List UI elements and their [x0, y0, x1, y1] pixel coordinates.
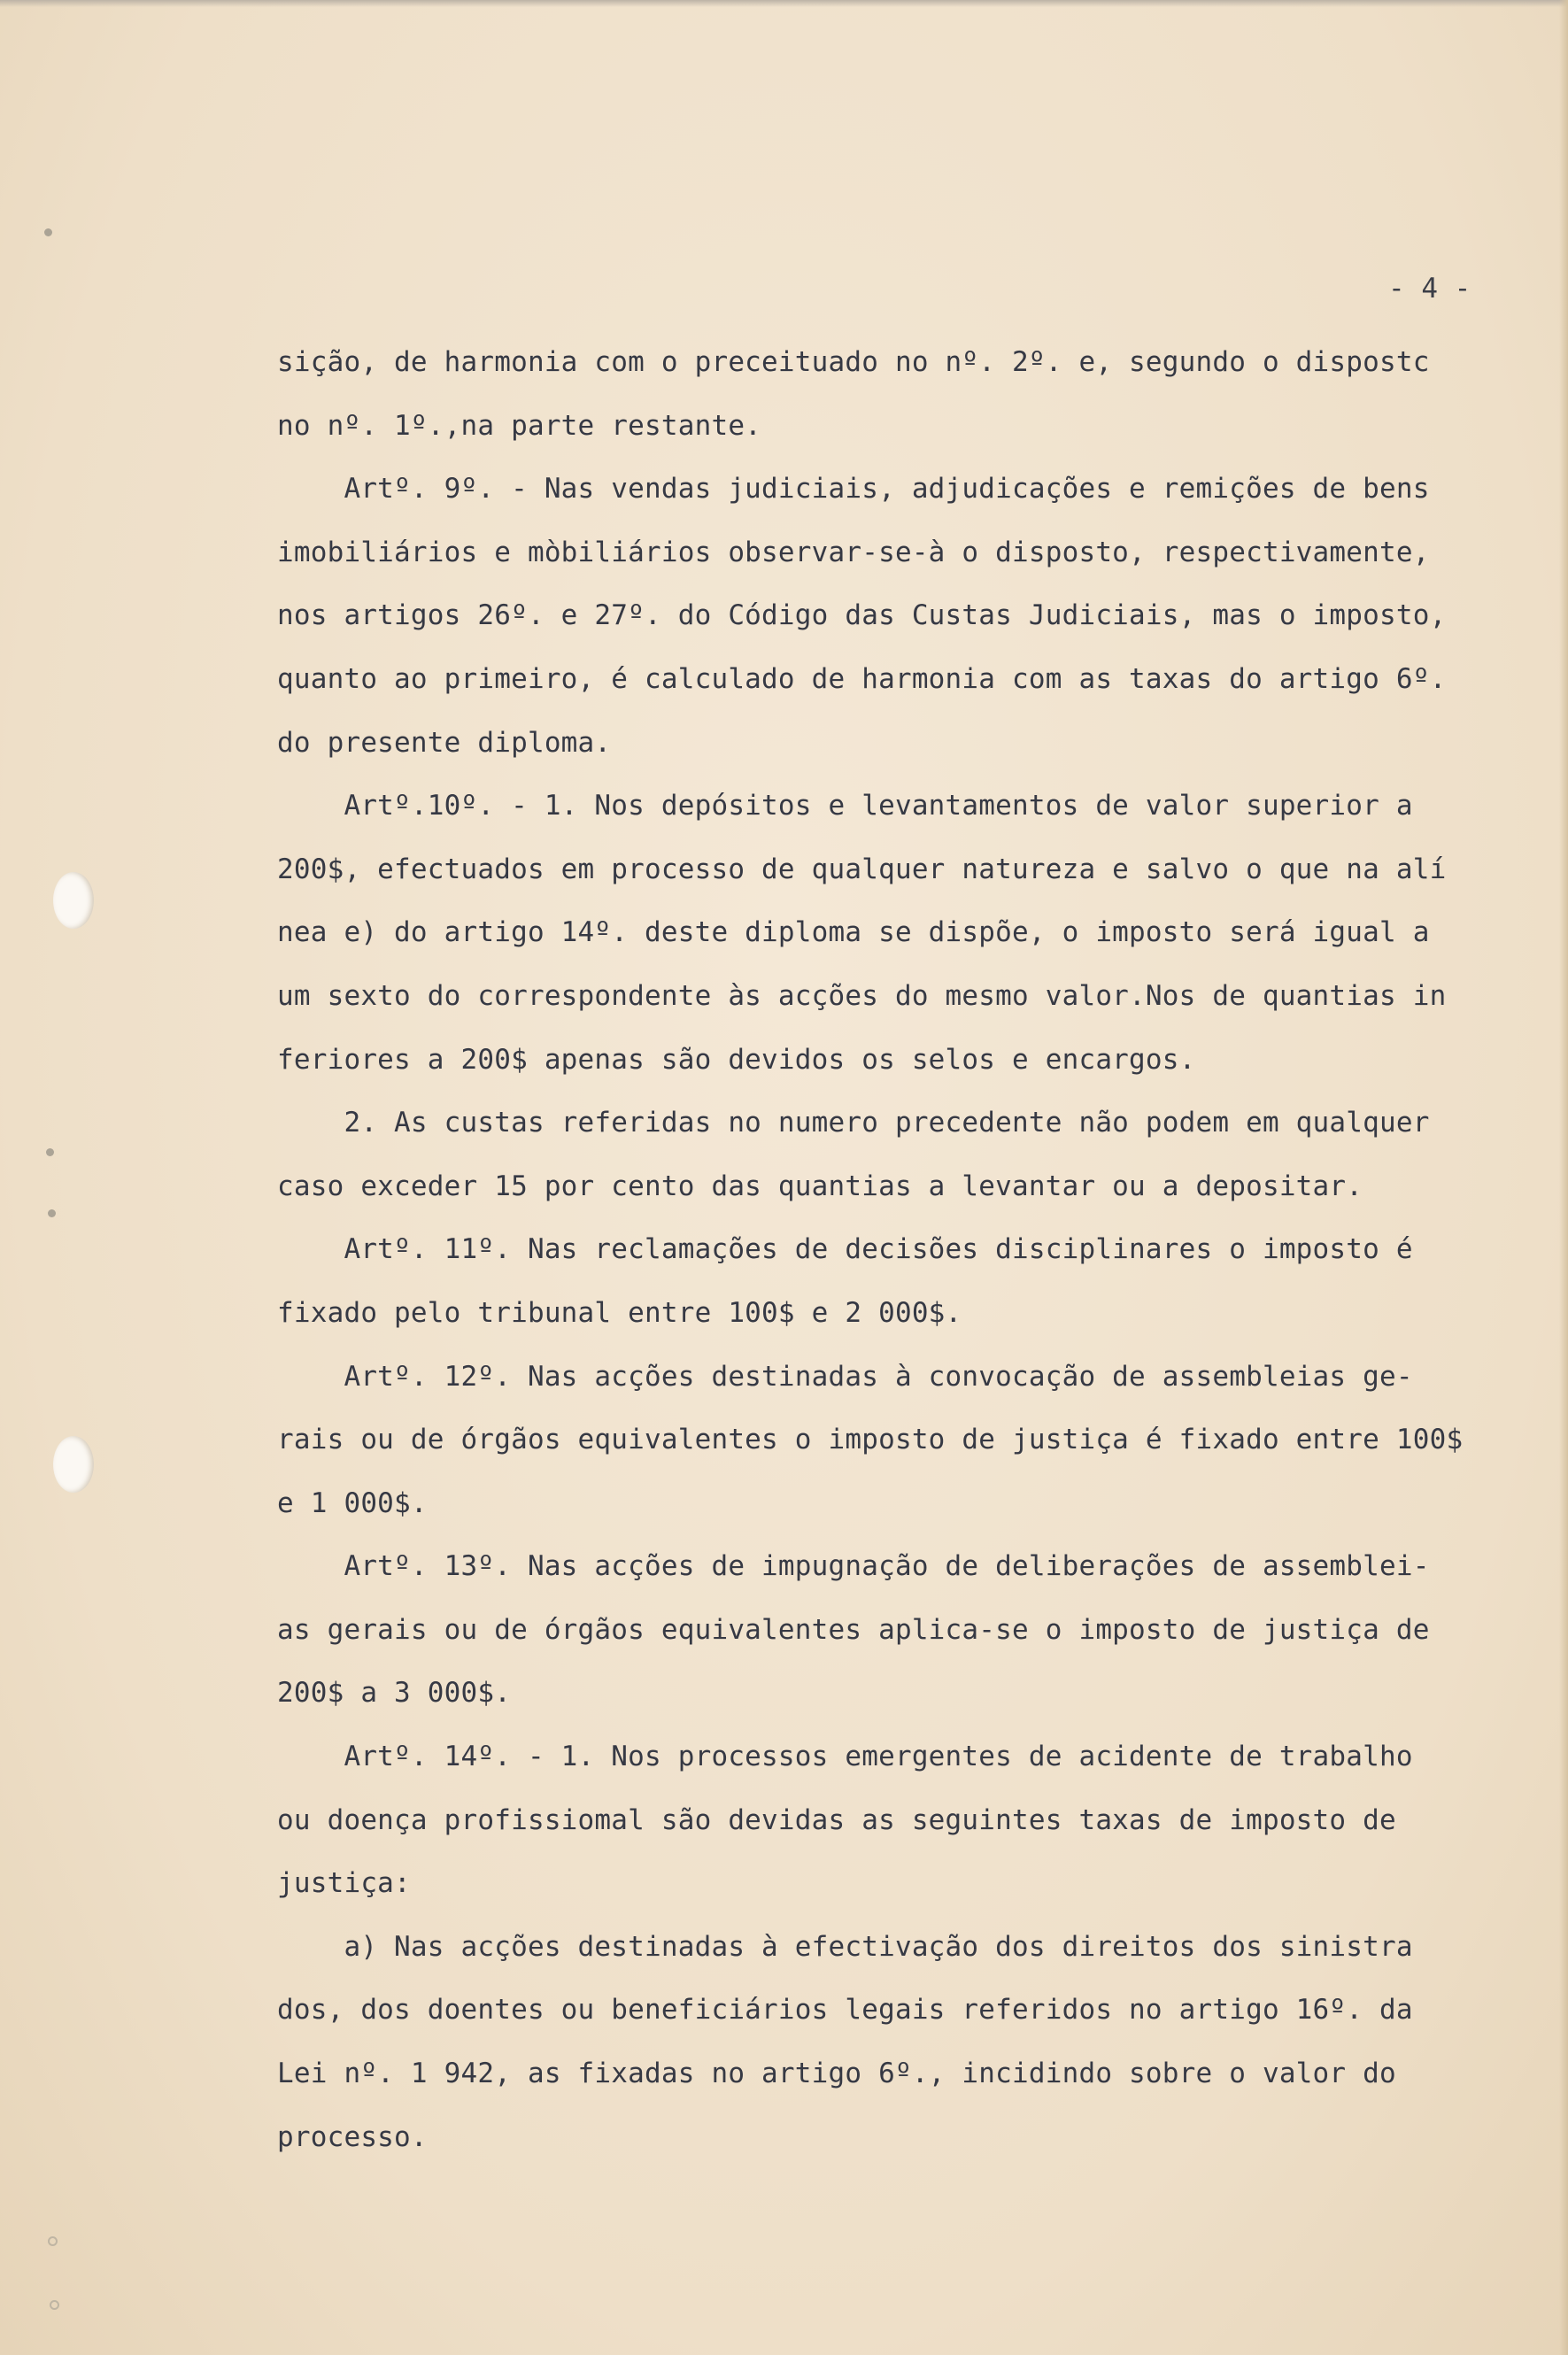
- text-line: justiça:: [277, 1867, 411, 1900]
- text-line: Artº. 14º. - 1. Nos processos emergentes de acidente de trabalho: [277, 1741, 1413, 1773]
- paper-top-edge: [0, 0, 1568, 7]
- text-line: quanto ao primeiro, é calculado de harmonia com as taxas do artigo 6º.: [277, 662, 1447, 695]
- text-line: no nº. 1º.,na parte restante.: [277, 409, 762, 442]
- paper-speck: [44, 228, 52, 236]
- text-line: as gerais ou de órgãos equivalentes aplica-se o imposto de justiça de: [277, 1613, 1430, 1646]
- text-line: Artº.10º. - 1. Nos depósitos e levantamentos de valor superior a: [277, 790, 1413, 822]
- text-line: e 1 000$.: [277, 1486, 428, 1519]
- paper-right-edge: [1559, 0, 1568, 2355]
- page-number: - 4 -: [1388, 273, 1471, 305]
- text-line: caso exceder 15 por cento das quantias a levantar ou a depositar.: [277, 1170, 1363, 1202]
- punch-hole-lower: [53, 1436, 94, 1493]
- text-line: 2. As custas referidas no numero precedente não podem em qualquer: [277, 1107, 1430, 1139]
- text-line: processo.: [277, 2120, 428, 2153]
- paper-speck: [48, 2236, 58, 2246]
- text-line: sição, de harmonia com o preceituado no nº. 2º. e, segundo o dispostc: [277, 346, 1430, 378]
- text-line: um sexto do correspondente às acções do mesmo valor.Nos de quantias in: [277, 979, 1447, 1012]
- paper-speck: [46, 1148, 54, 1156]
- punch-hole-upper: [53, 872, 94, 929]
- text-line: feriores a 200$ apenas são devidos os selos e encargos.: [277, 1043, 1196, 1076]
- text-line: nos artigos 26º. e 27º. do Código das Custas Judiciais, mas o imposto,: [277, 599, 1447, 632]
- text-line: a) Nas acções destinadas à efectivação dos direitos dos sinistra: [277, 1930, 1413, 1963]
- text-line: imobiliários e mòbiliários observar-se-à o disposto, respectivamente,: [277, 536, 1430, 568]
- text-line: Artº. 13º. Nas acções de impugnação de deliberações de assemblei-: [277, 1550, 1430, 1583]
- text-line: Artº. 12º. Nas acções destinadas à convocação de assembleias ge-: [277, 1360, 1413, 1393]
- text-line: fixado pelo tribunal entre 100$ e 2 000$.: [277, 1296, 962, 1329]
- text-line: 200$ a 3 000$.: [277, 1677, 512, 1710]
- text-line: nea e) do artigo 14º. deste diploma se dispõe, o imposto será igual a: [277, 916, 1430, 949]
- paper-speck: [48, 1209, 56, 1217]
- text-line: Artº. 11º. Nas reclamações de decisões disciplinares o imposto é: [277, 1233, 1413, 1266]
- text-line: dos, dos doentes ou beneficiários legais referidos no artigo 16º. da: [277, 1994, 1413, 2027]
- text-line: do presente diploma.: [277, 726, 612, 759]
- paper-speck: [50, 2300, 59, 2310]
- text-line: rais ou de órgãos equivalentes o imposto de justiça é fixado entre 100$: [277, 1424, 1464, 1456]
- text-line: ou doença profissiomal são devidas as seguintes taxas de imposto de: [277, 1803, 1396, 1836]
- text-line: Lei nº. 1 942, as fixadas no artigo 6º., incidindo sobre o valor do: [277, 2058, 1396, 2090]
- document-body-text: [277, 331, 1517, 2169]
- text-line: 200$, efectuados em processo de qualquer natureza e salvo o que na alí: [277, 853, 1447, 885]
- text-line: Artº. 9º. - Nas vendas judiciais, adjudicações e remições de bens: [277, 473, 1430, 506]
